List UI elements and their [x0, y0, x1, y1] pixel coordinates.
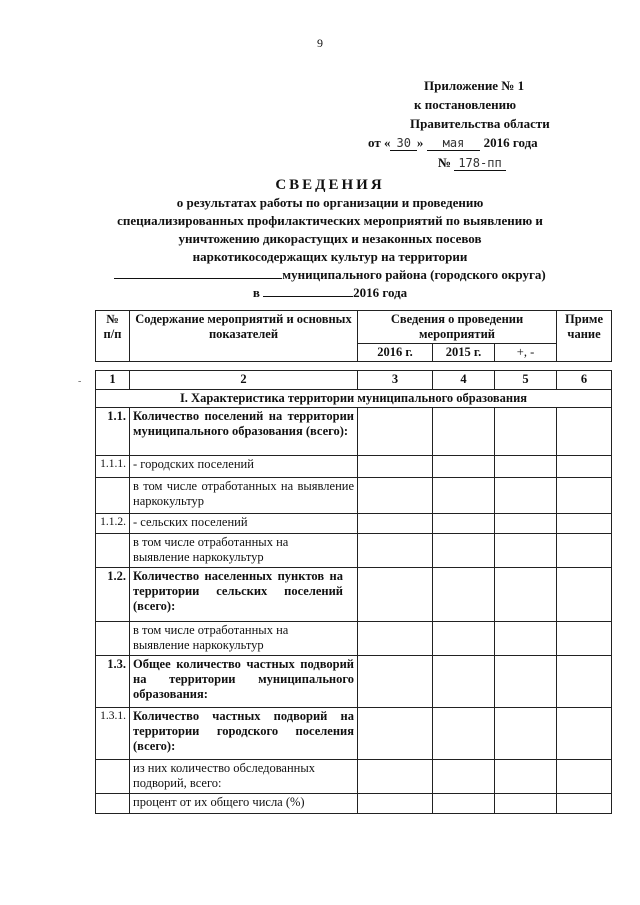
cell-diff	[495, 456, 557, 478]
table-row	[96, 514, 612, 534]
heading-line-4: наркотикосодержащих культур на территории	[192, 249, 468, 264]
cell-diff	[495, 408, 557, 456]
cell-2016	[358, 794, 433, 814]
col-number: 1	[96, 371, 130, 390]
cell-2015	[433, 622, 495, 656]
appendix-ref: к постановлению	[414, 97, 517, 112]
cell-note	[557, 478, 612, 514]
cell-note	[557, 568, 612, 622]
appendix-block	[368, 76, 598, 173]
cell-2016	[358, 708, 433, 760]
cell-diff	[495, 478, 557, 514]
cell-note	[557, 514, 612, 534]
cell-2015	[433, 534, 495, 568]
cell-2015	[433, 656, 495, 708]
col-number: 2	[130, 371, 358, 390]
column-number-row	[96, 371, 612, 390]
blank-municipality	[114, 278, 282, 279]
date-day: 30	[390, 136, 416, 151]
section-title: I. Характеристика территории муниципального образования	[96, 390, 612, 408]
header-note: Приме чание	[557, 311, 612, 362]
col-number: 5	[495, 371, 557, 390]
row-text: в том числе отработанных на выявление наркокультур	[130, 622, 358, 656]
cell-note	[557, 760, 612, 794]
heading-title: СВЕДЕНИЯ	[275, 177, 385, 193]
header-info: Сведения о проведении мероприятий	[358, 311, 557, 344]
heading-line-2: специализированных профилактических мероприятий по выявлению и	[117, 213, 543, 228]
cell-diff	[495, 760, 557, 794]
cell-note	[557, 656, 612, 708]
row-text: - сельских поселений	[130, 514, 358, 534]
cell-2015	[433, 568, 495, 622]
blank-period	[263, 296, 353, 297]
header-diff: +, -	[495, 344, 557, 362]
table-row	[96, 456, 612, 478]
cell-diff	[495, 622, 557, 656]
margin-mark: -	[78, 376, 82, 387]
cell-note	[557, 622, 612, 656]
row-text: в том числе отработанных на выявление наркокультур	[130, 534, 358, 568]
col-number: 6	[557, 371, 612, 390]
row-text: Количество поселений на территории муниципального образования (всего):	[130, 408, 358, 456]
table-row	[96, 568, 612, 622]
table-row	[96, 478, 612, 514]
appendix-number: № 178-пп	[368, 153, 598, 173]
cell-note	[557, 794, 612, 814]
row-text: Количество частных подворий на территории городского поселения (всего):	[130, 708, 358, 760]
decree-number: 178-пп	[454, 156, 505, 171]
appendix-date: от « 30 » мая 2016 года	[368, 135, 538, 150]
row-text: из них количество обследованных подворий, всего:	[130, 760, 358, 794]
heading-line-6: в 2016 года	[252, 285, 408, 300]
heading-line-3: уничтожению дикорастущих и незаконных посевов	[178, 231, 482, 246]
col-number: 3	[358, 371, 433, 390]
row-text: - городских поселений	[130, 456, 358, 478]
document-heading	[60, 176, 600, 302]
cell-2016	[358, 534, 433, 568]
col-number: 4	[433, 371, 495, 390]
row-number: 1.3.1.	[96, 708, 130, 760]
cell-2016	[358, 568, 433, 622]
header-content: Содержание мероприятий и основных показателей	[130, 311, 358, 362]
cell-2015	[433, 794, 495, 814]
row-number: 1.1.2.	[96, 514, 130, 534]
cell-2015	[433, 456, 495, 478]
cell-note	[557, 456, 612, 478]
row-number	[96, 534, 130, 568]
cell-2016	[358, 478, 433, 514]
report-table	[95, 310, 612, 814]
row-number	[96, 760, 130, 794]
cell-2016	[358, 760, 433, 794]
table-row	[96, 794, 612, 814]
cell-2015	[433, 708, 495, 760]
table-row	[96, 760, 612, 794]
cell-diff	[495, 568, 557, 622]
row-number	[96, 622, 130, 656]
table-row	[96, 408, 612, 456]
heading-line-5: муниципального района (городского округа)	[60, 266, 600, 284]
row-text: Количество населенных пунктов на территории сельских поселений (всего):	[130, 568, 358, 622]
cell-2016	[358, 656, 433, 708]
cell-diff	[495, 534, 557, 568]
cell-2015	[433, 760, 495, 794]
appendix-title: Приложение № 1	[424, 78, 525, 93]
cell-note	[557, 534, 612, 568]
table-row	[96, 656, 612, 708]
cell-note	[557, 708, 612, 760]
cell-2016	[358, 456, 433, 478]
header-2015: 2015 г.	[433, 344, 495, 362]
row-text: процент от их общего числа (%)	[130, 794, 358, 814]
row-text: в том числе отработанных на выявление наркокультур	[130, 478, 358, 514]
cell-2015	[433, 408, 495, 456]
row-number: 1.1.1.	[96, 456, 130, 478]
date-month: мая	[427, 136, 481, 151]
header-2016: 2016 г.	[358, 344, 433, 362]
cell-2016	[358, 622, 433, 656]
row-number: 1.2.	[96, 568, 130, 622]
row-number	[96, 478, 130, 514]
header-num: № п/п	[96, 311, 130, 362]
cell-2015	[433, 478, 495, 514]
table-row	[96, 622, 612, 656]
section-row	[96, 390, 612, 408]
table-row	[96, 534, 612, 568]
row-text: Общее количество частных подворий на территории муниципального образования:	[130, 656, 358, 708]
row-number	[96, 794, 130, 814]
heading-line-1: о результатах работы по организации и проведению	[176, 195, 484, 210]
cell-2016	[358, 408, 433, 456]
row-number: 1.1.	[96, 408, 130, 456]
spacer-row	[96, 362, 612, 371]
cell-diff	[495, 794, 557, 814]
cell-diff	[495, 708, 557, 760]
page-number: 9	[317, 36, 323, 50]
appendix-authority: Правительства области	[410, 116, 550, 131]
row-number: 1.3.	[96, 656, 130, 708]
cell-note	[557, 408, 612, 456]
table-row	[96, 708, 612, 760]
cell-2016	[358, 514, 433, 534]
cell-diff	[495, 656, 557, 708]
cell-diff	[495, 514, 557, 534]
cell-2015	[433, 514, 495, 534]
header-row	[96, 311, 612, 344]
